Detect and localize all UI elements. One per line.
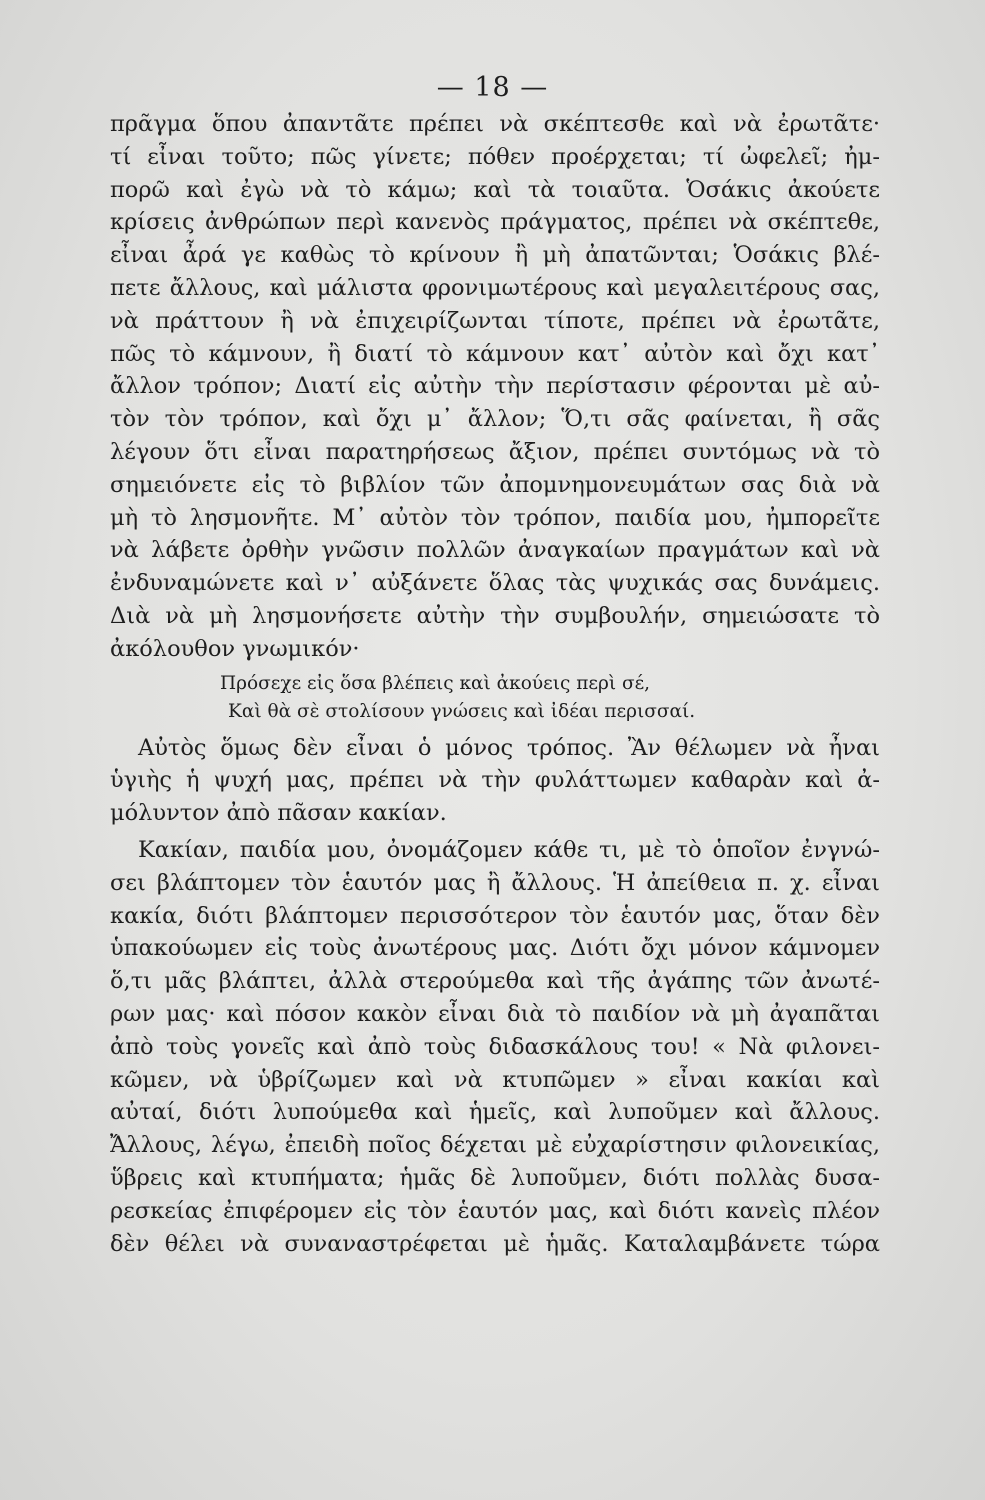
paragraph-3 [110,834,880,1260]
text-line: αὐταί, διότι λυπούμεθα καὶ ἡμεῖς, καὶ λυποῦμεν καὶ ἄλλους. [110,1099,880,1126]
text-line: σημειόνετε εἰς τὸ βιβλίον τῶν ἀπομνημονευμάτων σας διὰ νὰ [110,471,880,498]
text-line: ὑγιὴς ἡ ψυχή μας, πρέπει νὰ τὴν φυλάττωμεν καθαρὰν καὶ ἀ- [110,767,880,794]
text-line: Αὐτὸς ὅμως δὲν εἶναι ὁ μόνος τρόπος. Ἂν θέλωμεν νὰ ἦναι [138,734,880,761]
text-line: πρᾶγμα ὅπου ἀπαντᾶτε πρέπει νὰ σκέπτεσθε καὶ νὰ ἐρωτᾶτε· [110,111,880,137]
verse-quote [220,670,880,726]
text-line: ἀκόλουθον γνωμικόν· [110,635,360,662]
verse-line: Καὶ θὰ σὲ στολίσουν γνώσεις καὶ ἰδέαι περισσαί. [228,700,696,722]
text-line: ὅ,τι μᾶς βλάπτει, ἀλλὰ στερούμεθα καὶ τῆς ἀγάπης τῶν ἀνωτέ- [110,968,880,995]
text-line: μόλυντον ἀπὸ πᾶσαν κακίαν. [110,800,447,827]
text-line: πετε ἄλλους, καὶ μάλιστα φρονιμωτέρους καὶ μεγαλειτέρους σας, [110,274,880,301]
text-line: πορῶ καὶ ἐγὼ νὰ τὸ κάμω; καὶ τὰ τοιαῦτα. Ὁσάκις ἀκούετε [110,176,880,203]
text-line: σει βλάπτομεν τὸν ἑαυτόν μας ἢ ἄλλους. Ἡ ἀπείθεια π. χ. εἶναι [110,869,880,896]
text-line: ἐνδυναμώνετε καὶ ν᾽ αὐξάνετε ὅλας τὰς ψυχικάς σας δυνάμεις. [110,570,880,597]
verse-line: Πρόσεχε εἰς ὅσα βλέπεις καὶ ἀκούεις περὶ σέ, [220,672,651,694]
text-line: ὑπακούωμεν εἰς τοὺς ἀνωτέρους μας. Διότι ὄχι μόνον κάμνομεν [110,935,880,962]
text-line: ρεσκείας ἐπιφέρομεν εἰς τὸν ἑαυτόν μας, καὶ διότι κανεὶς πλέον [110,1197,880,1224]
text-line: μὴ τὸ λησμονῆτε. Μ᾽ αὐτὸν τὸν τρόπον, παιδία μου, ἠμπορεῖτε [110,504,880,531]
text-line: δὲν θέλει νὰ συναναστρέφεται μὲ ἡμᾶς. Καταλαμβάνετε τώρα [110,1230,880,1257]
page-number: — 18 — [436,72,549,103]
paragraph-2 [110,732,880,830]
paragraph-1 [110,108,880,666]
text-line: νὰ πράττουν ἢ νὰ ἐπιχειρίζωνται τίποτε, πρέπει νὰ ἐρωτᾶτε, [110,307,880,334]
text-line: εἶναι ἆρά γε καθὼς τὸ κρίνουν ἢ μὴ ἀπατῶνται; Ὁσάκις βλέ- [110,242,880,269]
text-line: ἄλλον τρόπον; Διατί εἰς αὐτὴν τὴν περίστασιν φέρονται μὲ αὐ- [110,373,880,400]
text-line: ρων μας· καὶ πόσον κακὸν εἶναι διὰ τὸ παιδίον νὰ μὴ ἀγαπᾶται [110,1000,880,1027]
text-line: κρίσεις ἀνθρώπων περὶ κανενὸς πράγματος, πρέπει νὰ σκέπτεθε, [110,209,880,236]
text-line: τί εἶναι τοῦτο; πῶς γίνετε; πόθεν προέρχεται; τί ὠφελεῖ; ἠμ- [110,143,880,170]
text-line: πῶς τὸ κάμνουν, ἢ διατί τὸ κάμνουν κατ᾽ αὐτὸν καὶ ὄχι κατ᾽ [110,340,880,367]
text-line: λέγουν ὅτι εἶναι παρατηρήσεως ἄξιον, πρέπει συντόμως νὰ τὸ [110,438,880,465]
text-line: ἀπὸ τοὺς γονεῖς καὶ ἀπὸ τοὺς διδασκάλους του! « Νὰ φιλονει- [110,1033,880,1060]
text-line: Ἄλλους, λέγω, ἐπειδὴ ποῖος δέχεται μὲ εὐχαρίστησιν φιλονεικίας, [110,1132,880,1159]
text-line: κακία, διότι βλάπτομεν περισσότερον τὸν ἑαυτόν μας, ὅταν δὲν [110,902,880,929]
text-line: κῶμεν, νὰ ὑβρίζωμεν καὶ νὰ κτυπῶμεν » εἶναι κακίαι καὶ [110,1066,880,1093]
text-line: ὕβρεις καὶ κτυπήματα; ἡμᾶς δὲ λυποῦμεν, διότι πολλὰς δυσα- [110,1164,880,1191]
text-line: Κακίαν, παιδία μου, ὀνομάζομεν κάθε τι, μὲ τὸ ὁποῖον ἐνγνώ- [138,836,880,863]
text-line: τὸν τὸν τρόπον, καὶ ὄχι μ᾽ ἄλλον; Ὅ,τι σᾶς φαίνεται, ἢ σᾶς [110,406,880,433]
text-body [110,108,880,1260]
text-line: Διὰ νὰ μὴ λησμονήσετε αὐτὴν τὴν συμβουλήν, σημειώσατε τὸ [110,602,880,629]
text-line: νὰ λάβετε ὀρθὴν γνῶσιν πολλῶν ἀναγκαίων πραγμάτων καὶ νὰ [110,537,880,564]
